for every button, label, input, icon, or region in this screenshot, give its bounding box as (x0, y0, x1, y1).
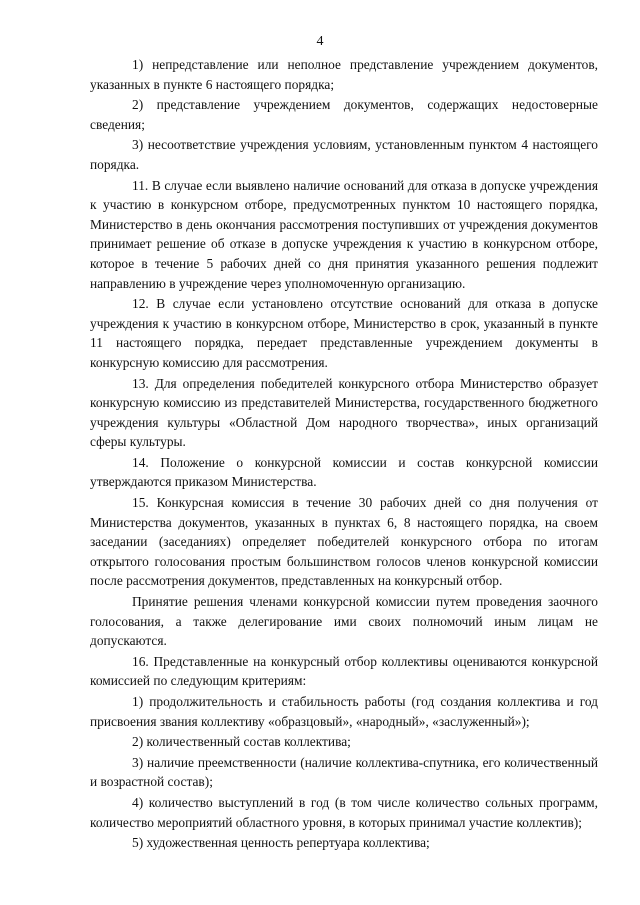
paragraph: 1) непредставление или неполное представление учреждением документов, указанных в пункте 6 настоящего порядка; (90, 57, 598, 92)
paragraph: 14. Положение о конкурсной комиссии и состав конкурсной комиссии утверждаются приказом Министерства. (90, 454, 598, 490)
paragraph: 15. Конкурсная комиссия в течение 30 рабочих дней со дня получения от Министерства документов, указанных в пунктах 6, 8 настоящего порядка, на своем заседании (заседаниях) определяет победителей конкурсного отбора по итогам открытого голосования простым большинством голосов членов конкурсной комиссии после рассмотрения документов, представленных на конкурсный отбор. (90, 495, 598, 589)
paragraph: 13. Для определения победителей конкурсного отбора Министерство образует конкурсную комиссию из представителей Министерства, государственного бюджетного учреждения культуры «Областной Дом народного творчества», иных организаций сферы культуры. (90, 375, 598, 450)
paragraph: 3) несоответствие учреждения условиям, установленным пунктом 4 настоящего порядка. (90, 137, 598, 172)
list-item: 3) наличие преемственности (наличие коллектива-спутника, его количественный и возрастной состав); (90, 754, 598, 790)
list-item: 4) количество выступлений в год (в том числе количество сольных программ, количество мероприятий областного уровня, в которых принимал участие коллектив); (90, 794, 598, 830)
list-item: 2) количественный состав коллектива; (132, 734, 351, 750)
list-item: 5) художественная ценность репертуара коллектива; (132, 835, 430, 851)
paragraph: 11. В случае если выявлено наличие оснований для отказа в допуске учреждения к участию в конкурсном отборе, предусмотренных пунктом 10 настоящего порядка, Министерство в день окончания рассмотрения поступивших от учреждения документов принимает решение об отказе в допуске учреждения к участию в конкурсном отборе, которое в течение 5 рабочих дней со дня принятия указанного решения подлежит направлению в учреждение через уполномоченную организацию. (90, 177, 598, 291)
paragraph: 2) представление учреждением документов, содержащих недостоверные сведения; (90, 97, 598, 132)
list-item: 1) продолжительность и стабильность работы (год создания коллектива и год присвоения звания коллективу «образцовый», «народный», «заслуженный»); (90, 694, 598, 729)
paragraph: 12. В случае если установлено отсутствие оснований для отказа в допуске учреждения к участию в конкурсном отборе, Министерство в срок, указанный в пункте 11 настоящего порядка, передает представленные учреждением документы в конкурсную комиссию для рассмотрения. (90, 296, 598, 370)
paragraph: Принятие решения членами конкурсной комиссии путем проведения заочного голосования, а также делегирование ими своих полномочий иным лицам не допускаются. (90, 594, 598, 649)
paragraph: 16. Представленные на конкурсный отбор коллективы оцениваются конкурсной комиссией по следующим критериям: (90, 653, 598, 689)
page-number: 4 (316, 34, 324, 49)
document-body (90, 55, 598, 853)
